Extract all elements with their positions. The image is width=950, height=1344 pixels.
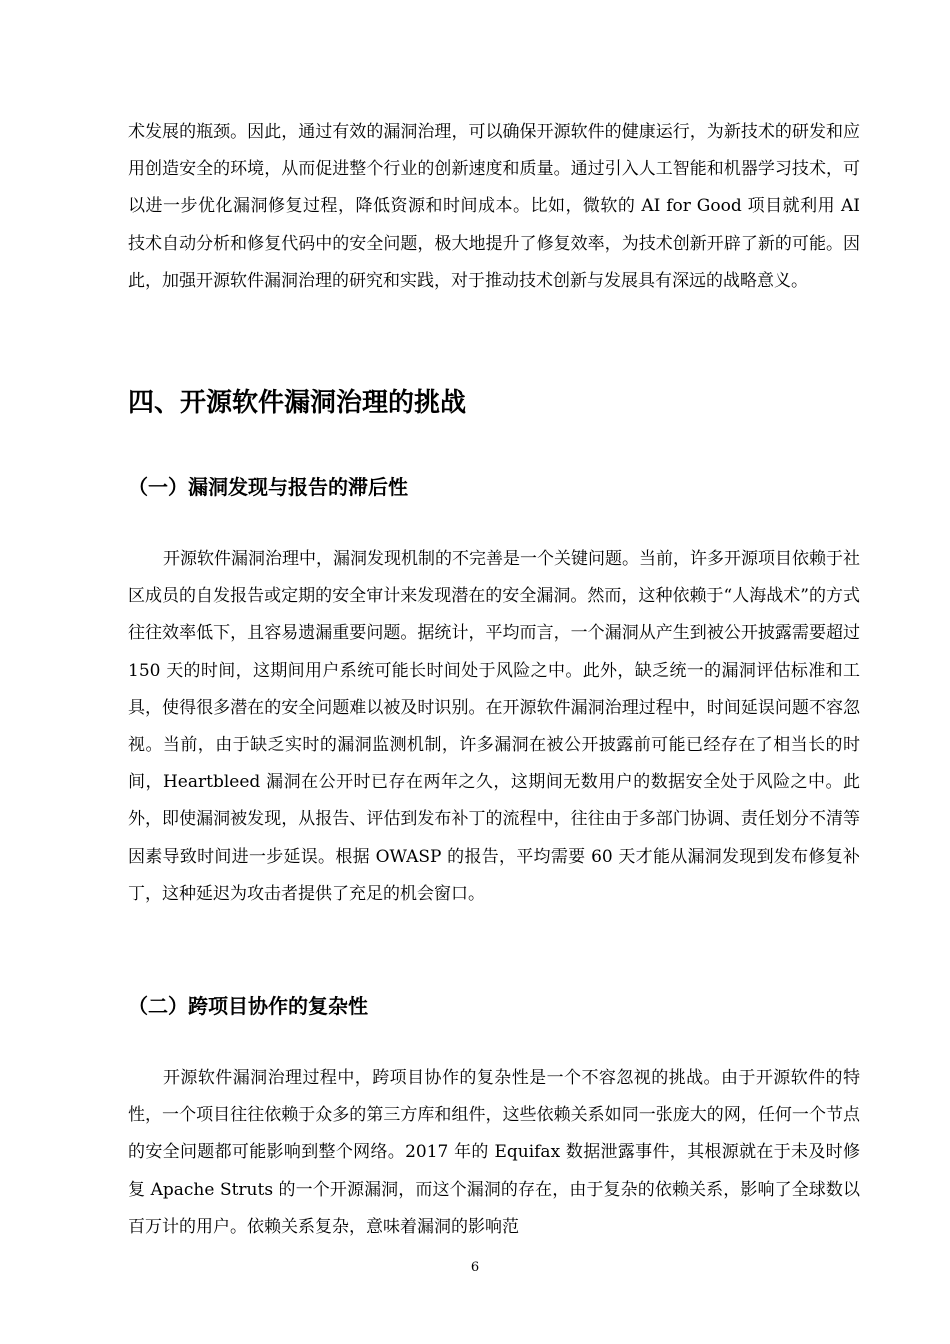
subsection-2-paragraph: 开源软件漏洞治理过程中，跨项目协作的复杂性是一个不容忽视的挑战。由于开源软件的特性，一个项目往往依赖于众多的第三方库和组件，这些依赖关系如同一张庞大的网，任何一个节点的安全问题都可能影响到整个网络。2017 年的 Equifax 数据泄露事件，其根源就在于未及时修复 Apache Struts 的一个开源漏洞，而这个漏洞的存在，由于复杂的依赖关系，影响了全球数以百万计的用户。依赖关系复杂，意味着漏洞的影响范: [128, 1068, 860, 1237]
intro-paragraph: 术发展的瓶颈。因此，通过有效的漏洞治理，可以确保开源软件的健康运行，为新技术的研发和应用创造安全的环境，从而促进整个行业的创新速度和质量。通过引入人工智能和机器学习技术，可以进一步优化漏洞修复过程，降低资源和时间成本。比如，微软的 AI for Good 项目就利用 AI 技术自动分析和修复代码中的安全问题，极大地提升了修复效率，为技术创新开辟了新的可能。因此，加强开源软件漏洞治理的研究和实践，对于推动技术创新与发展具有深远的战略意义。: [128, 122, 860, 291]
subsection-2-heading: （二）跨项目协作的复杂性: [128, 994, 368, 1018]
subsection-1-paragraph: 开源软件漏洞治理中，漏洞发现机制的不完善是一个关键问题。当前，许多开源项目依赖于社区成员的自发报告或定期的安全审计来发现潜在的安全漏洞。然而，这种依赖于“人海战术”的方式往往效率低下，且容易遗漏重要问题。据统计，平均而言，一个漏洞从产生到被公开披露需要超过 150 天的时间，这期间用户系统可能长时间处于风险之中。此外，缺乏统一的漏洞评估标准和工具，使得很多潜在的安全问题难以被及时识别。在开源软件漏洞治理过程中，时间延误问题不容忽视。当前，由于缺乏实时的漏洞监测机制，许多漏洞在被公开披露前可能已经存在了相当长的时间，Heartbleed 漏洞在公开时已存在两年之久，这期间无数用户的数据安全处于风险之中。此外，即使漏洞被发现，从报告、评估到发布补丁的流程中，往往由于多部门协调、责任划分不清等因素导致时间进一步延误。根据 OWASP 的报告，平均需要 60 天才能从漏洞发现到发布修复补丁，这种延迟为攻击者提供了充足的机会窗口。: [128, 549, 860, 904]
subsection-1-heading: （一）漏洞发现与报告的滞后性: [128, 475, 408, 499]
page-number: 6: [470, 1260, 480, 1275]
section-heading: 四、开源软件漏洞治理的挑战: [128, 388, 467, 418]
